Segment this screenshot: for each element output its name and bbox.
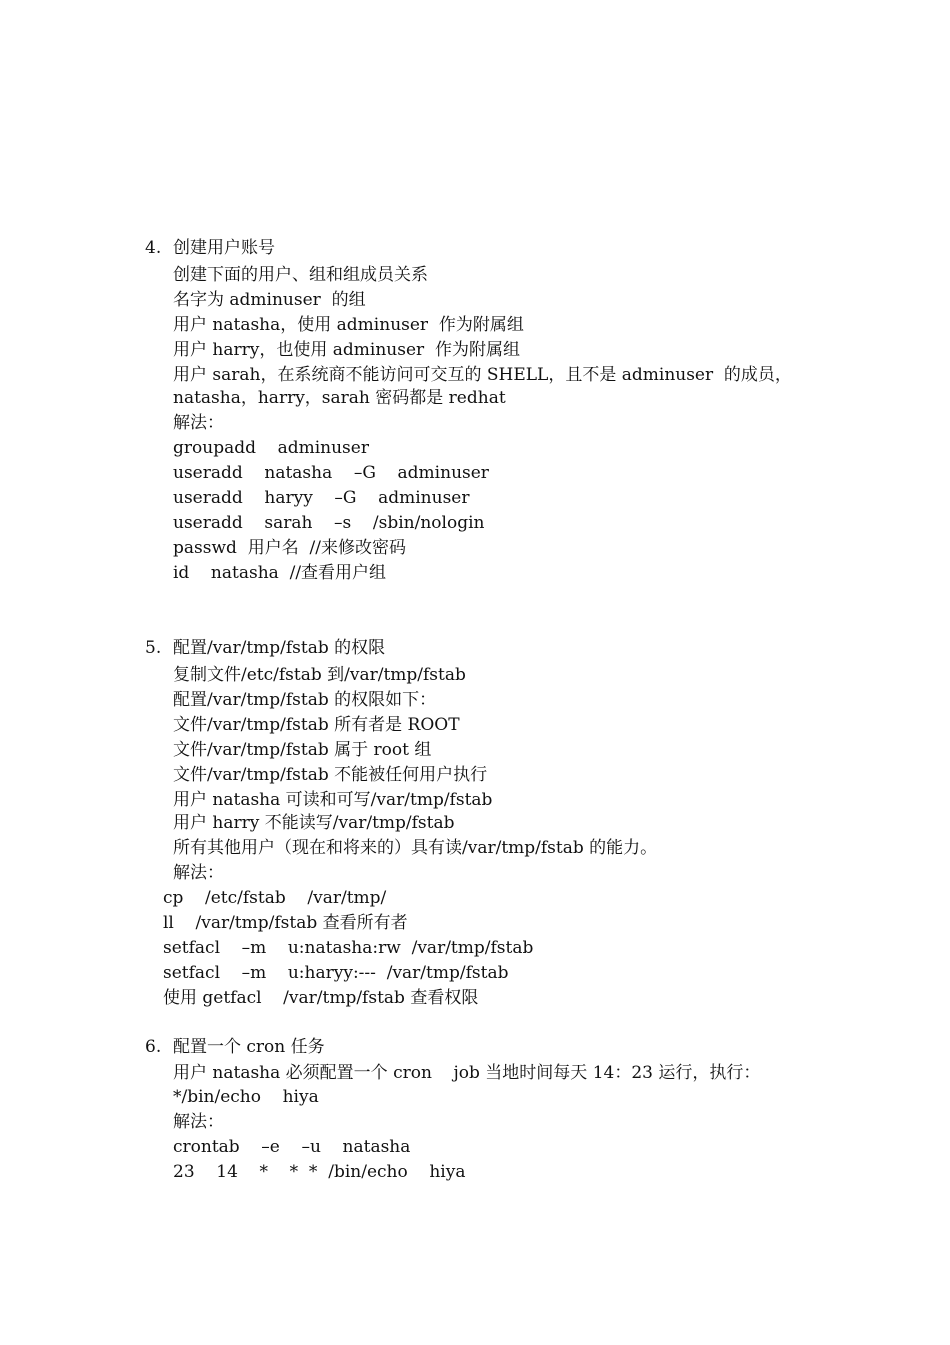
command-line: 使用 getfacl /var/tmp/fstab 查看权限 (163, 988, 479, 1008)
text-line: 创建下面的用户、组和组成员关系 (173, 265, 428, 285)
command-line: groupadd adminuser (173, 438, 369, 458)
solution-label: 解法： (173, 1112, 224, 1132)
section-title: 创建用户账号 (173, 238, 275, 258)
text-line: 用户 natasha 可读和可写/var/tmp/fstab (173, 790, 493, 810)
text-line: 配置/var/tmp/fstab 的权限如下： (173, 690, 437, 710)
text-line: 文件/var/tmp/fstab 属于 root 组 (173, 740, 432, 760)
text-line: 用户 sarah，在系统商不能访问可交互的 SHELL，且不是 adminuser 的成员， (173, 365, 792, 385)
command-line: setfacl –m u:haryy:--- /var/tmp/fstab (163, 963, 509, 983)
command-line: useradd sarah –s /sbin/nologin (173, 513, 485, 533)
command-line: id natasha //查看用户组 (173, 563, 387, 583)
section-title: 配置/var/tmp/fstab 的权限 (173, 638, 386, 658)
text-line: 用户 natasha 必须配置一个 cron job 当地时间每天 14：23 运行，执行： (173, 1063, 761, 1083)
command-line: 23 14 * * * /bin/echo hiya (173, 1162, 466, 1182)
section-title: 配置一个 cron 任务 (173, 1037, 325, 1057)
command-line: ll /var/tmp/fstab 查看所有者 (163, 913, 408, 933)
section-number: 4. (145, 238, 162, 258)
text-line: 所有其他用户（现在和将来的）具有读/var/tmp/fstab 的能力。 (173, 838, 658, 858)
command-line: useradd haryy –G adminuser (173, 488, 470, 508)
text-line: 用户 harry 不能读写/var/tmp/fstab (173, 813, 455, 833)
solution-label: 解法： (173, 413, 224, 433)
text-line: 文件/var/tmp/fstab 不能被任何用户执行 (173, 765, 488, 785)
solution-label: 解法： (173, 863, 224, 883)
text-line: 用户 harry，也使用 adminuser 作为附属组 (173, 340, 520, 360)
section-number: 5. (145, 638, 162, 658)
text-line: 用户 natasha，使用 adminuser 作为附属组 (173, 315, 524, 335)
text-line: natasha，harry，sarah 密码都是 redhat (173, 388, 506, 408)
text-line: 复制文件/etc/fstab 到/var/tmp/fstab (173, 665, 466, 685)
command-line: useradd natasha –G adminuser (173, 463, 489, 483)
command-line: setfacl –m u:natasha:rw /var/tmp/fstab (163, 938, 534, 958)
text-line: 文件/var/tmp/fstab 所有者是 ROOT (173, 715, 460, 735)
command-line: cp /etc/fstab /var/tmp/ (163, 888, 387, 908)
command-line: passwd 用户名 //来修改密码 (173, 538, 406, 558)
text-line: */bin/echo hiya (173, 1087, 319, 1107)
section-number: 6. (145, 1037, 162, 1057)
command-line: crontab –e –u natasha (173, 1137, 411, 1157)
text-line: 名字为 adminuser 的组 (173, 290, 366, 310)
